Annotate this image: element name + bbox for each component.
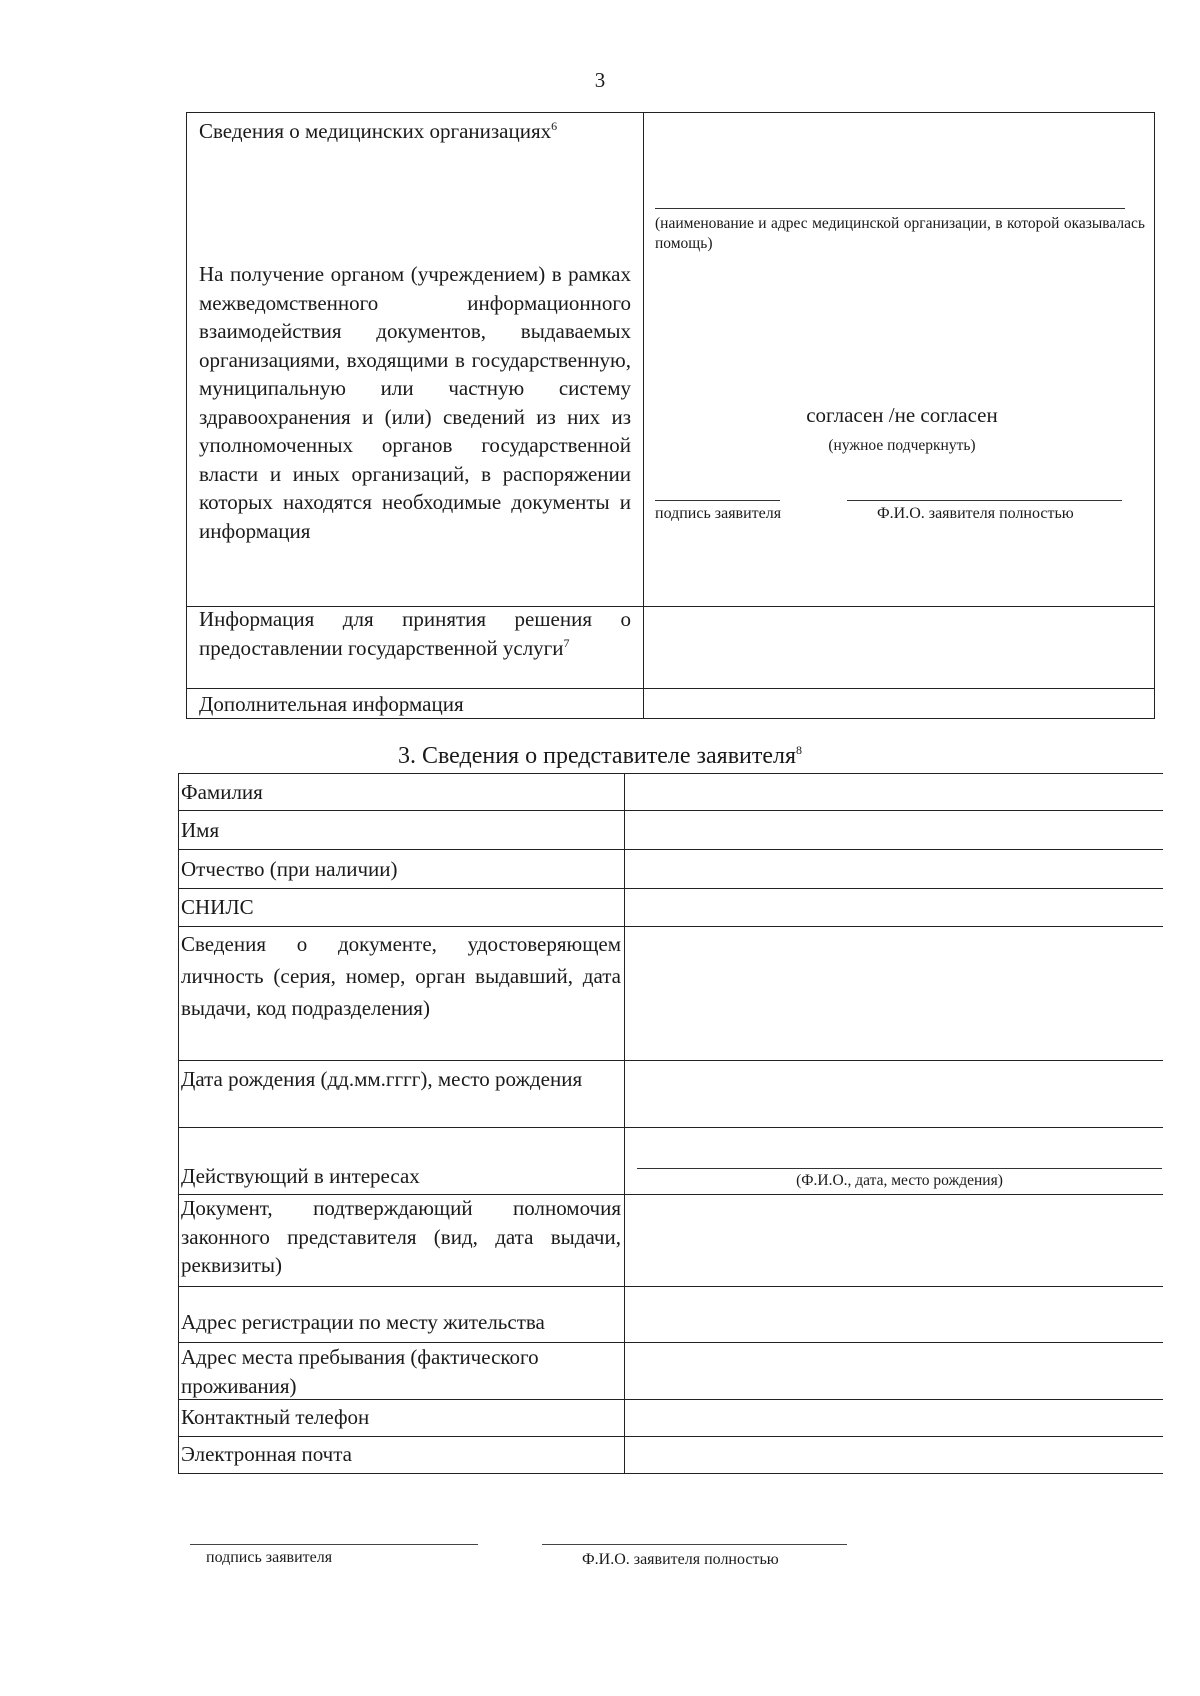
row-divider (179, 926, 1163, 927)
column-divider (643, 113, 644, 718)
name-label: Имя (181, 818, 220, 842)
applicant-info-table (186, 112, 1155, 719)
signature-line[interactable] (190, 1544, 478, 1545)
medical-org-caption: (наименование и адрес медицинской организации, в которой оказывалась помощь) (655, 215, 1145, 252)
row-divider (179, 888, 1163, 889)
medical-org-input-line[interactable] (655, 208, 1125, 209)
signature-caption: подпись заявителя (655, 505, 782, 522)
acting-for-input-line[interactable] (637, 1168, 1162, 1169)
row-divider (179, 1286, 1163, 1287)
row-divider (179, 849, 1163, 850)
page-number: 3 (594, 68, 606, 92)
row-divider (179, 810, 1163, 811)
fio-caption: Ф.И.О. заявителя полностью (582, 1551, 779, 1568)
signature-caption: подпись заявителя (206, 1549, 333, 1566)
section-title: 3. Сведения о представителе заявителя$^8$ (397, 743, 803, 769)
email-label: Электронная почта (181, 1442, 352, 1466)
additional-info-label: Дополнительная информация (199, 692, 464, 716)
footnote-marker: 8 (796, 743, 803, 757)
row-divider (179, 1127, 1163, 1128)
consent-options[interactable]: согласен /не согласен (806, 403, 998, 427)
footnote-marker: 6 (551, 119, 558, 133)
decision-info-label: Информация для принятия решения о предоставлении государственной услуги$^7$ (199, 607, 631, 660)
acting-for-caption: (Ф.И.О., дата, место рождения) (796, 1172, 1003, 1189)
registration-address-label: Адрес регистрации по месту жительства (181, 1310, 545, 1334)
authority-document-label: Документ, подтверждающий полномочия законного представителя (вид, дата выдачи, реквизиты) (181, 1196, 621, 1277)
id-document-label: Сведения о документе, удостоверяющем личность (серия, номер, орган выдавший, дата выдачи, код подразделения) (181, 932, 621, 1020)
stay-address-label: Адрес места пребывания (фактического проживания) (181, 1345, 539, 1398)
surname-label: Фамилия (181, 780, 263, 804)
phone-label: Контактный телефон (181, 1405, 370, 1429)
patronymic-label: Отчество (при наличии) (181, 857, 398, 881)
row-divider (179, 1436, 1163, 1437)
snils-label: СНИЛС (181, 895, 254, 919)
footnote-marker: 7 (563, 635, 570, 650)
fio-caption: Ф.И.О. заявителя полностью (877, 505, 1074, 522)
row-divider (187, 688, 1154, 689)
column-divider (624, 774, 625, 1473)
consent-hint: (нужное подчеркнуть) (828, 437, 976, 454)
birth-label: Дата рождения (дд.мм.гггг), место рождения (181, 1067, 583, 1091)
signature-line[interactable] (655, 500, 780, 501)
fio-line[interactable] (542, 1544, 847, 1545)
representative-table (178, 773, 1163, 1474)
acting-for-label: Действующий в интересах (181, 1164, 420, 1188)
medical-orgs-label: Сведения о медицинских организациях$^6$ (199, 119, 558, 143)
row-divider (179, 1060, 1163, 1061)
fio-line[interactable] (847, 500, 1122, 501)
consent-label: На получение органом (учреждением) в рамках межведомственного информационного взаимодействия документов, выдаваемых организациями, входящими в государственную, муниципальную или частную систему здравоохранения и (или) сведений из них из уполномоченных органов государственной власти и иных организаций, в распоряжении которых находятся необходимые документы и информация (199, 262, 631, 543)
